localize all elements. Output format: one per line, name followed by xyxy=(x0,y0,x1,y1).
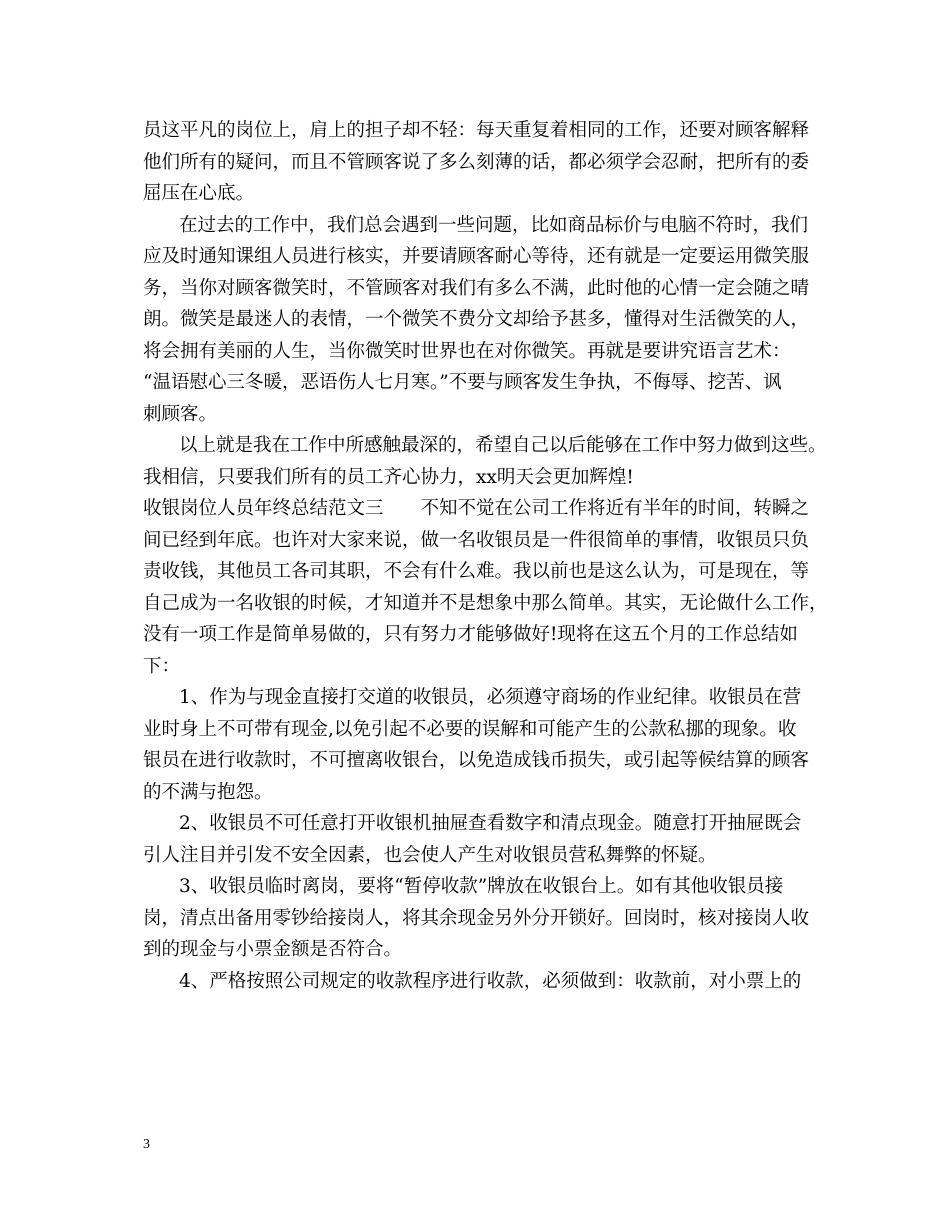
text-line: 岗，清点出备用零钞给接岗人，将其余现金另外分开锁好。回岗时，核对接岗人收 xyxy=(143,907,810,929)
text-line: “温语慰心三冬暖，恶语伤人七月寒。”不要与顾客发生争执，不侮辱、挖苦、讽 xyxy=(143,372,782,393)
section-heading-line: 收银岗位人员年终总结范文三 不知不觉在公司工作将近有半年的时间，转瞬之 xyxy=(143,498,810,519)
text-line: 引人注目并引发不安全因素，也会使人产生对收银员营私舞弊的怀疑。 xyxy=(143,844,717,866)
text-line: 3、收银员临时离岗，要将“暂停收款”牌放在收银台上。如有其他收银员接 xyxy=(179,876,784,897)
text-line: 2、收银员不可任意打开收银机抽屉查看数字和清点现金。随意打开抽屉既会 xyxy=(179,813,802,834)
text-line: 他们所有的疑问，而且不管顾客说了多么刻薄的话，都必须学会忍耐，把所有的委 xyxy=(143,151,810,173)
text-line: 屈压在心底。 xyxy=(143,183,255,204)
text-line: 应及时通知课组人员进行核实，并要请顾客耐心等待，还有就是一定要运用微笑服 xyxy=(143,246,810,267)
text-line: 间已经到年底。也许对大家来说，做一名收银员是一件很简单的事情，收银员只负 xyxy=(143,529,810,551)
text-line: 自己成为一名收银的时候，才知道并不是想象中那么简单。其实，无论做什么工作， xyxy=(143,592,828,614)
text-line: 1、作为与现金直接打交道的收银员，必须遵守商场的作业纪律。收银员在营 xyxy=(179,687,802,708)
text-line: 责收钱，其他员工各司其职，不会有什么难。我以前也是这么认为，可是现在，等 xyxy=(143,561,810,582)
text-line: 4、严格按照公司规定的收款程序进行收款，必须做到：收款前，对小票上的 xyxy=(179,970,802,992)
text-line: 到的现金与小票金额是否符合。 xyxy=(143,939,403,960)
text-line: 下： xyxy=(143,655,181,677)
text-line: 以上就是我在工作中所感触最深的，希望自己以后能够在工作中努力做到这些。 xyxy=(179,435,827,456)
text-line: 没有一项工作是简单易做的，只有努力才能够做好!现将在这五个月的工作总结如 xyxy=(143,624,798,645)
text-line: 员这平凡的岗位上，肩上的担子却不轻：每天重复着相同的工作，还要对顾客解释 xyxy=(143,120,810,141)
text-line: 业时身上不可带有现金,以免引起不必要的误解和可能产生的公款私挪的现象。收 xyxy=(143,718,797,740)
text-line: 的不满与抱怨。 xyxy=(143,781,273,803)
text-line: 在过去的工作中，我们总会遇到一些问题，比如商品标价与电脑不符时，我们 xyxy=(179,214,809,236)
text-line: 务，当你对顾客微笑时，不管顾客对我们有多么不满，此时他的心情一定会随之晴 xyxy=(143,277,810,299)
text-line: 银员在进行收款时，不可擅离收银台，以免造成钱币损失，或引起等候结算的顾客 xyxy=(143,750,810,771)
text-line: 我相信，只要我们所有的员工齐心协力，xx明天会更加辉煌! xyxy=(143,466,634,488)
text-line: 将会拥有美丽的人生，当你微笑时世界也在对你微笑。再就是要讲究语言艺术： xyxy=(143,340,791,362)
body-text xyxy=(143,115,843,997)
text-line: 刺顾客。 xyxy=(143,403,218,425)
text-line: 朗。微笑是最迷人的表情，一个微笑不费分文却给予甚多，懂得对生活微笑的人， xyxy=(143,309,810,330)
page-number: 3 xyxy=(143,1137,150,1152)
